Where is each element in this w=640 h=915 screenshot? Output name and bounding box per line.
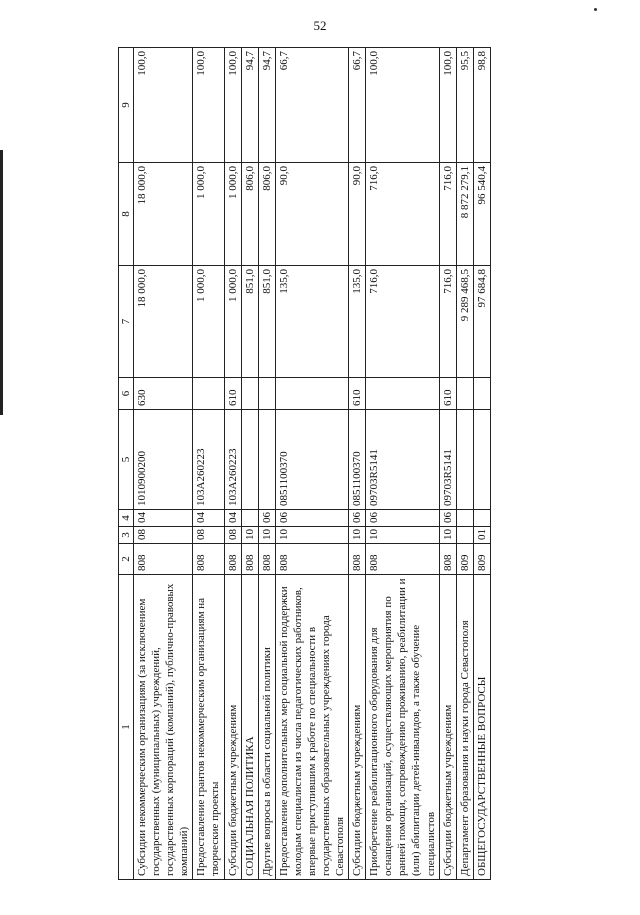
table-row: [349, 48, 366, 880]
table-header-row: [119, 48, 134, 880]
row-name-cell: ОБЩЕГОСУДАРСТВЕННЫЕ ВОПРОСЫ: [473, 575, 490, 880]
planned-amount-cell: 716,0: [439, 266, 456, 378]
expense-type-cell: [275, 378, 348, 410]
budget-table: [118, 47, 491, 880]
table-row: [241, 48, 258, 880]
scan-dot: [594, 8, 597, 11]
subsection-code-cell: [473, 510, 490, 527]
section-code-cell: 10: [366, 527, 439, 544]
ministry-code-cell: 808: [193, 544, 224, 575]
expense-type-cell: [258, 378, 275, 410]
execution-percent-cell: 100,0: [134, 48, 193, 163]
row-name-cell: Приобретение реабилитационного оборудования для оснащения организаций, осуществляющих мероприятия по ранней помощи, сопровождению проживанию, реабилитации и (или) абилитации детей-инвалидов, а также обучение специалистов: [366, 575, 439, 880]
planned-amount-cell: 716,0: [366, 266, 439, 378]
execution-percent-cell: 100,0: [193, 48, 224, 163]
table-row: [366, 48, 439, 880]
table-row: [456, 48, 473, 880]
planned-amount-cell: 9 289 468,5: [456, 266, 473, 378]
header-cell: 7: [119, 266, 134, 378]
table-row: [275, 48, 348, 880]
section-code-cell: [456, 527, 473, 544]
header-cell: 5: [119, 410, 134, 510]
expense-type-cell: [473, 378, 490, 410]
execution-percent-cell: 66,7: [349, 48, 366, 163]
header-cell: 8: [119, 163, 134, 266]
section-code-cell: 10: [349, 527, 366, 544]
row-name-cell: Субсидии некоммерческим организациям (за исключением государственных (муниципальных) учреждений, государственных корпораций (компаний), публично-правовых компаний): [134, 575, 193, 880]
subsection-code-cell: 06: [258, 510, 275, 527]
target-article-cell: 103А260223: [224, 410, 241, 510]
ministry-code-cell: 808: [366, 544, 439, 575]
header-cell: 4: [119, 510, 134, 527]
ministry-code-cell: 808: [349, 544, 366, 575]
subsection-code-cell: 06: [439, 510, 456, 527]
section-code-cell: 10: [258, 527, 275, 544]
header-cell: 3: [119, 527, 134, 544]
row-name-cell: Субсидии бюджетным учреждениям: [224, 575, 241, 880]
section-code-cell: 08: [134, 527, 193, 544]
table-row: [258, 48, 275, 880]
executed-amount-cell: 1 000,0: [224, 163, 241, 266]
row-name-cell: Другие вопросы в области социальной политики: [258, 575, 275, 880]
section-code-cell: 10: [275, 527, 348, 544]
planned-amount-cell: 97 684,8: [473, 266, 490, 378]
target-article-cell: [241, 410, 258, 510]
section-code-cell: 10: [241, 527, 258, 544]
row-name-cell: Предоставление дополнительных мер социальной поддержки молодым специалистам из числа педагогических работников, впервые приступившим к работе по специальности в государственных образовательных учреждениях города Севастополя: [275, 575, 348, 880]
section-code-cell: 01: [473, 527, 490, 544]
target-article-cell: [258, 410, 275, 510]
planned-amount-cell: 851,0: [258, 266, 275, 378]
subsection-code-cell: 04: [224, 510, 241, 527]
executed-amount-cell: 90,0: [349, 163, 366, 266]
ministry-code-cell: 808: [224, 544, 241, 575]
ministry-code-cell: 808: [439, 544, 456, 575]
execution-percent-cell: 100,0: [366, 48, 439, 163]
target-article-cell: 09703R5141: [439, 410, 456, 510]
execution-percent-cell: 100,0: [439, 48, 456, 163]
executed-amount-cell: 96 540,4: [473, 163, 490, 266]
expense-type-cell: [241, 378, 258, 410]
ministry-code-cell: 808: [258, 544, 275, 575]
row-name-cell: Субсидии бюджетным учреждениям: [349, 575, 366, 880]
planned-amount-cell: 18 000,0: [134, 266, 193, 378]
ministry-code-cell: 808: [241, 544, 258, 575]
subsection-code-cell: 04: [193, 510, 224, 527]
execution-percent-cell: 100,0: [224, 48, 241, 163]
subsection-code-cell: [241, 510, 258, 527]
ministry-code-cell: 808: [134, 544, 193, 575]
section-code-cell: 10: [439, 527, 456, 544]
page-number: 52: [313, 18, 327, 33]
row-name-cell: Субсидии бюджетным учреждениям: [439, 575, 456, 880]
planned-amount-cell: 1 000,0: [193, 266, 224, 378]
header-cell: 6: [119, 378, 134, 410]
execution-percent-cell: 95,5: [456, 48, 473, 163]
execution-percent-cell: 98,8: [473, 48, 490, 163]
executed-amount-cell: 716,0: [366, 163, 439, 266]
table-row: [193, 48, 224, 880]
target-article-cell: 1010900200: [134, 410, 193, 510]
execution-percent-cell: 94,7: [241, 48, 258, 163]
executed-amount-cell: 806,0: [258, 163, 275, 266]
expense-type-cell: [193, 378, 224, 410]
executed-amount-cell: 1 000,0: [193, 163, 224, 266]
target-article-cell: 103А260223: [193, 410, 224, 510]
expense-type-cell: 610: [349, 378, 366, 410]
target-article-cell: 0851100370: [349, 410, 366, 510]
executed-amount-cell: 8 872 279,1: [456, 163, 473, 266]
table-row: [224, 48, 241, 880]
executed-amount-cell: 90,0: [275, 163, 348, 266]
execution-percent-cell: 94,7: [258, 48, 275, 163]
row-name-cell: Предоставление грантов некоммерческим организациям на творческие проекты: [193, 575, 224, 880]
ministry-code-cell: 809: [473, 544, 490, 575]
target-article-cell: 09703R5141: [366, 410, 439, 510]
section-code-cell: 08: [224, 527, 241, 544]
subsection-code-cell: [456, 510, 473, 527]
expense-type-cell: [456, 378, 473, 410]
subsection-code-cell: 06: [349, 510, 366, 527]
rotated-table-frame: [118, 48, 586, 880]
table-row: [439, 48, 456, 880]
header-cell: 1: [119, 575, 134, 880]
executed-amount-cell: 716,0: [439, 163, 456, 266]
expense-type-cell: [366, 378, 439, 410]
planned-amount-cell: 1 000,0: [224, 266, 241, 378]
subsection-code-cell: 04: [134, 510, 193, 527]
ministry-code-cell: 809: [456, 544, 473, 575]
expense-type-cell: 630: [134, 378, 193, 410]
execution-percent-cell: 66,7: [275, 48, 348, 163]
target-article-cell: [456, 410, 473, 510]
page-edge-mark: [0, 150, 3, 415]
subsection-code-cell: 06: [366, 510, 439, 527]
table-row: [134, 48, 193, 880]
subsection-code-cell: 06: [275, 510, 348, 527]
expense-type-cell: 610: [224, 378, 241, 410]
header-cell: 9: [119, 48, 134, 163]
planned-amount-cell: 135,0: [349, 266, 366, 378]
section-code-cell: 08: [193, 527, 224, 544]
row-name-cell: Департамент образования и науки города Севастополя: [456, 575, 473, 880]
target-article-cell: [473, 410, 490, 510]
planned-amount-cell: 135,0: [275, 266, 348, 378]
target-article-cell: 0851100370: [275, 410, 348, 510]
planned-amount-cell: 851,0: [241, 266, 258, 378]
table-row: [473, 48, 490, 880]
executed-amount-cell: 806,0: [241, 163, 258, 266]
header-cell: 2: [119, 544, 134, 575]
ministry-code-cell: 808: [275, 544, 348, 575]
executed-amount-cell: 18 000,0: [134, 163, 193, 266]
row-name-cell: СОЦИАЛЬНАЯ ПОЛИТИКА: [241, 575, 258, 880]
expense-type-cell: 610: [439, 378, 456, 410]
